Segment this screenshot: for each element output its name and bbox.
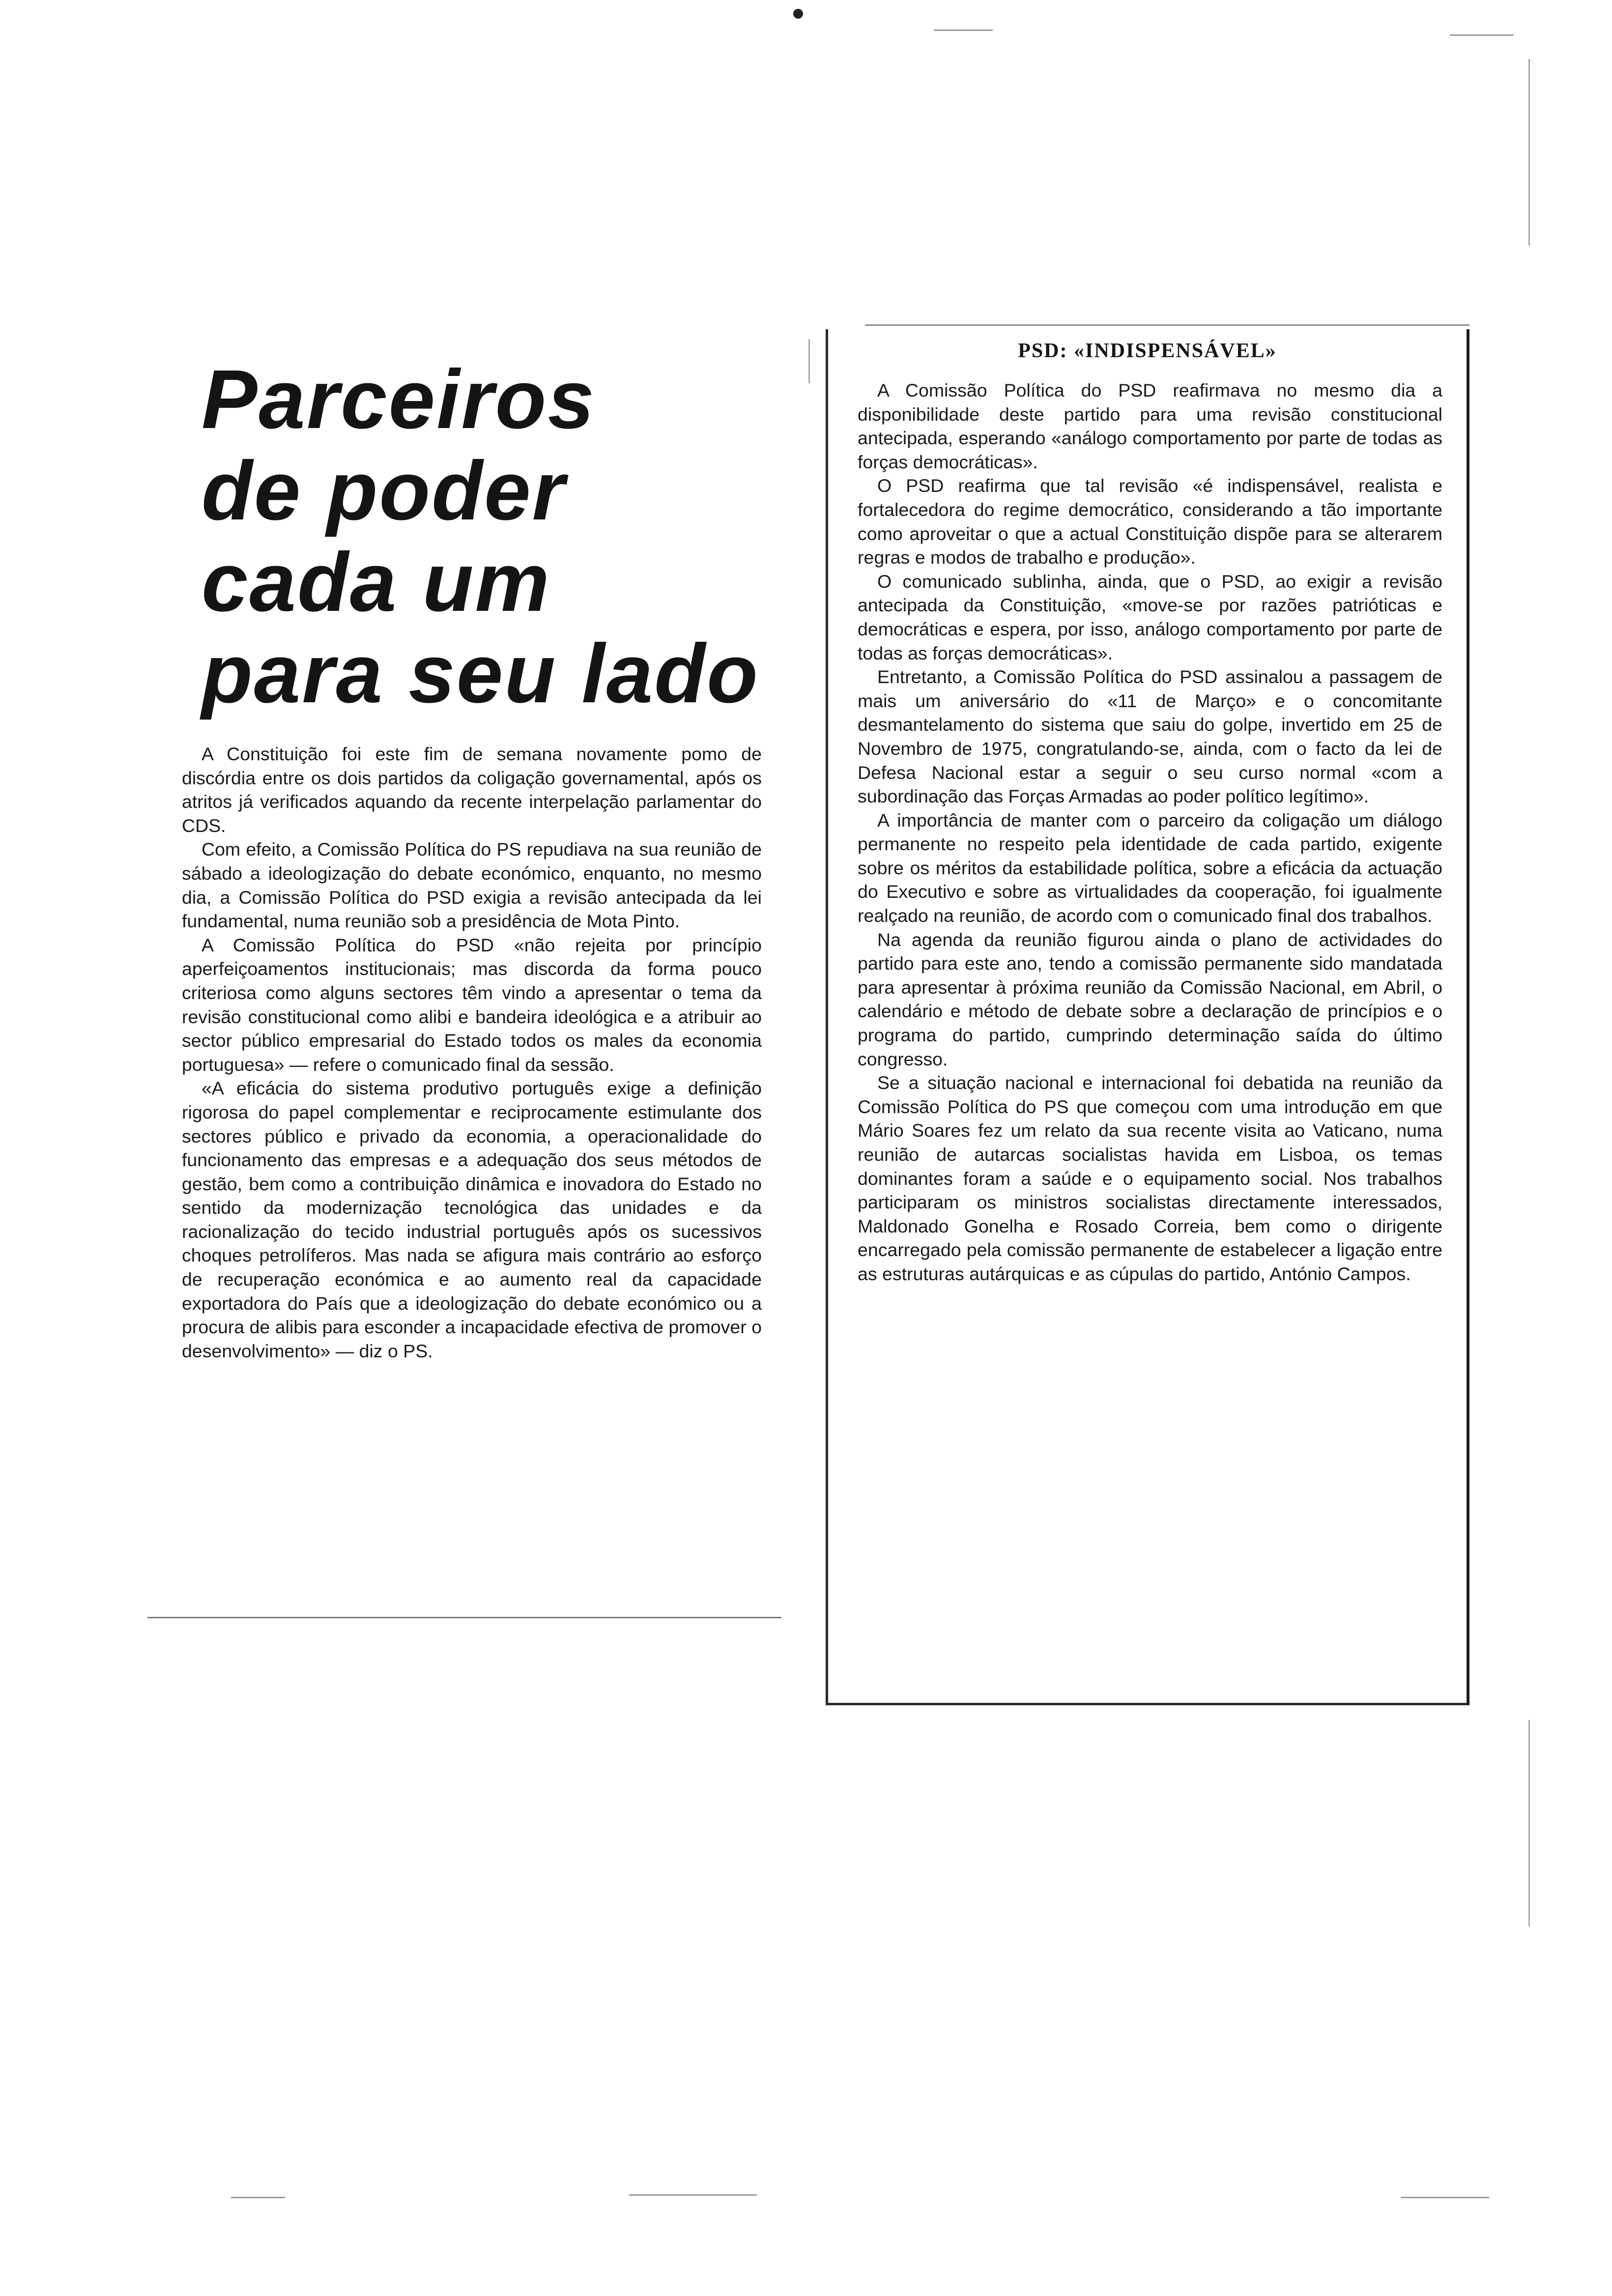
sidebar-box-body: [858, 378, 1442, 1286]
scan-mark: [1528, 59, 1530, 246]
box-paragraph: Na agenda da reunião figurou ainda o plano de actividades do partido para este ano, tendo a comissão permanente sido mandatada para apresentar à próxima reunião da Comissão Nacional, em Abril, o calendário e método de debate sobre a declaração de princípios e o programa do partido, cumprindo determinação saída do último congresso.: [858, 929, 1442, 1069]
box-paragraph: Se a situação nacional e internacional foi debatida na reunião da Comissão Política do PS que começou com uma introdução em que Mário Soares fez um relato da sua recente visita ao Vaticano, numa reunião de autarcas socialistas havida em Lisboa, os temas dominantes foram a saúde e o equipamento social. Nos trabalhos participaram os ministros socialistas directamente interessados, Maldonado Gonelha e Rosado Correia, bem como o dirigente encarregado pela comissão permanente de estabelecer a ligação entre as estruturas autárquicas e as cúpulas do partido, António Campos.: [858, 1072, 1442, 1284]
box-paragraph: O comunicado sublinha, ainda, que o PSD, ao exigir a revisão antecipada da Constituição, «move-se por razões patrióticas e democráticas e espera, por isso, análogo comportamento por parte de todas as forças democráticas».: [858, 571, 1442, 663]
scan-mark: [231, 2197, 285, 2198]
article-paragraph: A Constituição foi este fim de semana novamente pomo de discórdia entre os dois partidos da coligação governamental, após os atritos já verificados aquando da recente interpelação parlamentar do CDS.: [182, 744, 762, 836]
article-paragraph: Com efeito, a Comissão Política do PS repudiava na sua reunião de sábado a ideologização do debate económico, enquanto, no mesmo dia, a Comissão Política do PSD exigia a revisão antecipada da lei fundamental, numa reunião sob a presidência de Mota Pinto.: [182, 839, 762, 932]
article-paragraph: «A eficácia do sistema produtivo português exige a definição rigorosa do papel complementar e reciprocamente estimulante dos sectores público e privado da economia, a operacionalidade do funcionamento das empresas e a adequação dos seus métodos de gestão, bem como a contribuição dinâmica e inovadora do Estado no sentido da modernização tecnológica das unidades e da racionalização do tecido industrial português após os sucessivos choques petrolíferos. Mas nada se afigura mais contrário ao esforço de recuperação económica e ao aumento real da capacidade exportadora do País que a ideologização do debate económico ou a procura de alibis para esconder a incapacidade efectiva de promover o desenvolvimento» — diz o PS.: [182, 1078, 762, 1361]
headline: [202, 354, 781, 719]
sidebar-box: [826, 329, 1469, 1705]
scan-speck: [793, 9, 803, 19]
scan-mark: [1528, 1720, 1530, 1926]
headline-line: Parceiros: [202, 353, 596, 446]
article-bottom-rule: [147, 1617, 781, 1618]
sidebar-box-top-rule: [865, 324, 1469, 326]
headline-line: cada um: [202, 536, 551, 629]
article-paragraph: A Comissão Política do PSD «não rejeita por princípio aperfeiçoamentos institucionais; mas discorda da forma pouco criteriosa como alguns sectores têm vindo a apresentar o tema da revisão constitucional como alibi e bandeira ideológica e a atribuir ao sector público empresarial do Estado todos os males da economia portuguesa» — refere o comunicado final da sessão.: [182, 934, 762, 1075]
headline-line: de poder: [202, 444, 566, 538]
scan-mark: [1401, 2197, 1489, 2198]
headline-line: para seu lado: [202, 627, 759, 720]
scan-mark: [934, 29, 993, 31]
scan-mark: [1450, 34, 1514, 36]
left-article: [162, 353, 781, 1361]
box-paragraph: Entretanto, a Comissão Política do PSD assinalou a passagem de mais um aniversário do «11 de Março» e o concomitante desmantelamento do sistema que saiu do golpe, invertido em 25 de Novembro de 1975, congratulando-se, ainda, com o facto da lei de Defesa Nacional estar a seguir o seu curso normal «com a subordinação das Forças Armadas ao poder político legítimo».: [858, 666, 1442, 807]
box-paragraph: A Comissão Política do PSD reafirmava no mesmo dia a disponibilidade deste partido para uma revisão constitucional antecipada, esperando «análogo comportamento por parte de todas as forças democráticas».: [858, 380, 1442, 472]
sidebar-box-title: PSD: «INDISPENSÁVEL»: [1018, 340, 1277, 362]
box-paragraph: A importância de manter com o parceiro da coligação um diálogo permanente no respeito pela identidade de cada partido, exigente sobre os méritos da estabilidade política, sobre a eficácia da actuação do Executivo e sobre as virtualidades da cooperação, foi igualmente realçado na reunião, de acordo com o comunicado final dos trabalhos.: [858, 809, 1442, 926]
scan-mark: [808, 339, 810, 383]
scan-mark: [629, 2194, 757, 2196]
box-paragraph: O PSD reafirma que tal revisão «é indispensável, realista e fortalecedora do regime democrático, considerando a tão importante como aproveitar o que a actual Constituição dispõe para se alterarem regras e modos de trabalho e produção».: [858, 475, 1442, 568]
article-body: [182, 742, 762, 1363]
